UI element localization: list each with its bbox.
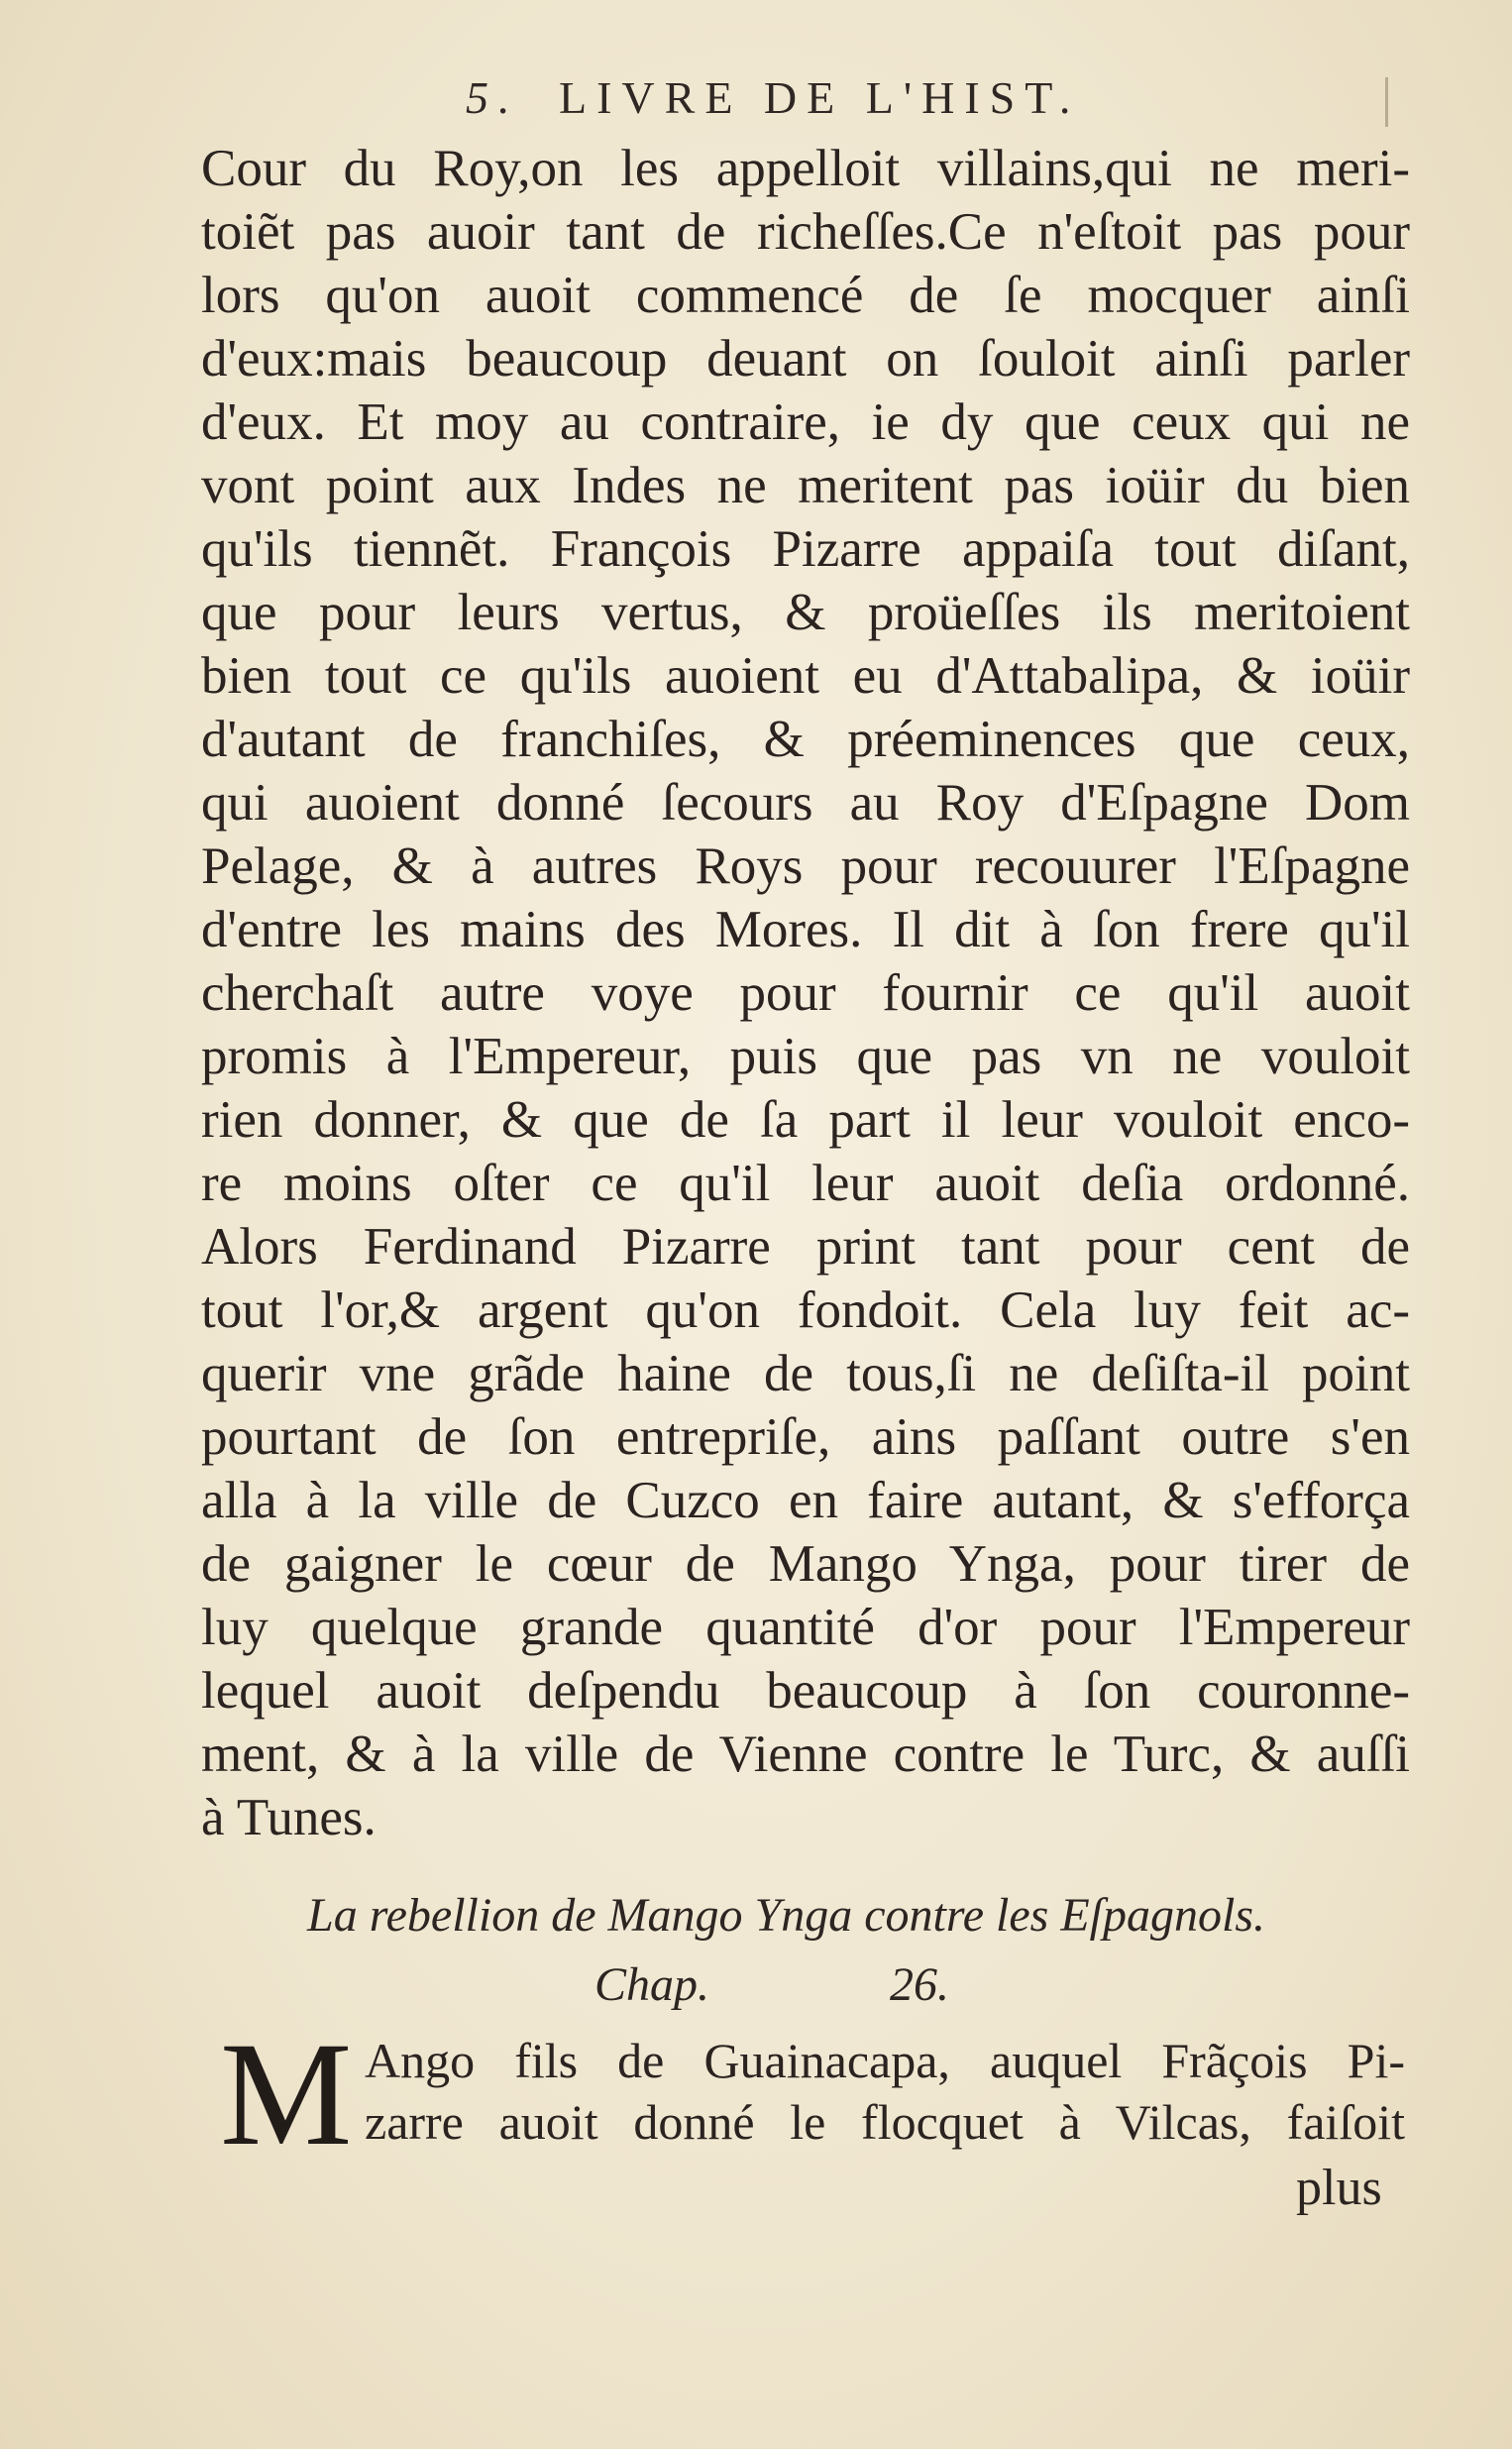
text-line: querir vne grãde haine de tous,ſi ne deſiſta-il point — [201, 1345, 1410, 1402]
text-line: lequel auoit deſpendu beaucoup à ſon couronne- — [201, 1662, 1410, 1720]
text-line: toiẽt pas auoir tant de richeſſes.Ce n'eſtoit pas pour — [201, 203, 1410, 261]
running-head — [466, 71, 1159, 124]
chapter-title: La rebellion de Mango Ynga contre les Eſpagnols. — [307, 1889, 1266, 1942]
text-line: Cour du Roy,on les appelloit villains,qui ne meri- — [201, 140, 1410, 197]
chapter-heading — [594, 1957, 1090, 2012]
text-line: tout l'or,& argent qu'on fondoit. Cela luy feit ac- — [201, 1281, 1410, 1339]
text-line: qu'ils tiennẽt. François Pizarre appaiſa tout diſant, — [201, 520, 1410, 578]
text-line: de gaigner le cœur de Mango Ynga, pour tirer de — [201, 1535, 1410, 1593]
chapter-number: 26. — [890, 1958, 950, 2011]
text-line: qui auoient donné ſecours au Roy d'Eſpagne Dom — [201, 774, 1410, 832]
text-line: lors qu'on auoit commencé de ſe mocquer ainſi — [201, 267, 1410, 324]
text-line: promis à l'Empereur, puis que pas vn ne vouloit — [201, 1028, 1410, 1085]
text-line: alla à la ville de Cuzco en faire autant, & s'efforça — [201, 1472, 1410, 1529]
text-line: rien donner, & que de ſa part il leur vouloit enco- — [201, 1091, 1410, 1149]
chapter-text — [365, 2030, 1405, 2153]
text-line: vont point aux Indes ne meritent pas ioüir du bien — [201, 457, 1410, 514]
drop-cap: M — [220, 2012, 353, 2176]
body-text — [201, 137, 1410, 1849]
text-line: Ango fils de Guainacapa, auquel Frãçois Pi- — [365, 2033, 1405, 2088]
text-line: bien tout ce qu'ils auoient eu d'Attabalipa, & ioüir — [201, 647, 1410, 705]
text-line: Pelage, & à autres Roys pour recouurer l'Eſpagne — [201, 837, 1410, 895]
text-line: à Tunes. — [201, 1789, 377, 1846]
text-line: que pour leurs vertus, & proüeſſes ils meritoient — [201, 584, 1410, 641]
text-line: d'eux:mais beaucoup deuant on ſouloit ainſi parler — [201, 330, 1410, 388]
text-line: Alors Ferdinand Pizarre print tant pour cent de — [201, 1218, 1410, 1276]
running-head-title: LIVRE DE L'HIST. — [559, 72, 1081, 123]
text-line: ment, & à la ville de Vienne contre le Turc, & auſſi — [201, 1725, 1410, 1783]
text-line: luy quelque grande quantité d'or pour l'Empereur — [201, 1599, 1410, 1656]
text-line: d'autant de franchiſes, & préeminences que ceux, — [201, 711, 1410, 768]
text-line: d'entre les mains des Mores. Il dit à ſon frere qu'il — [201, 901, 1410, 958]
margin-mark — [1385, 77, 1388, 127]
text-line: cherchaſt autre voye pour fournir ce qu'il auoit — [201, 964, 1410, 1022]
catchword: plus — [1296, 2160, 1382, 2216]
chapter-label: Chap. — [594, 1958, 710, 2011]
text-line: zarre auoit donné le flocquet à Vilcas, faiſoit — [365, 2094, 1405, 2150]
text-line: d'eux. Et moy au contraire, ie dy que ceux qui ne — [201, 393, 1410, 451]
folio-number: 5. — [466, 72, 520, 123]
text-line: re moins oſter ce qu'il leur auoit deſia ordonné. — [201, 1155, 1410, 1212]
text-line: pourtant de ſon entrepriſe, ains paſſant outre s'en — [201, 1408, 1410, 1466]
